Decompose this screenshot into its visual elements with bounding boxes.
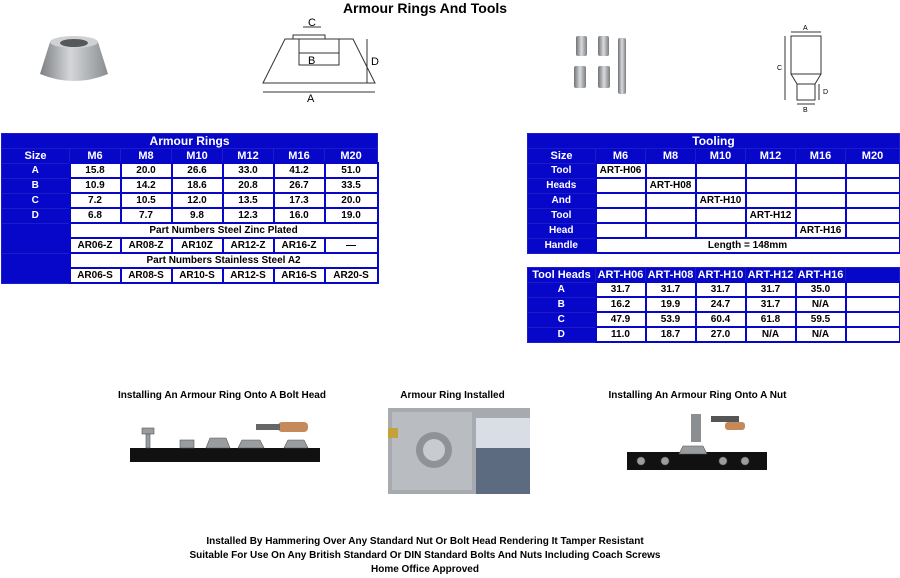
toolheads-col-h06: ART-H06 — [596, 268, 646, 283]
cell — [846, 178, 900, 193]
tooling-row — [528, 163, 900, 178]
cell — [596, 223, 646, 238]
cell — [846, 297, 900, 312]
rings-row-a — [2, 163, 378, 178]
tool-heads-table — [527, 267, 900, 343]
cell — [846, 223, 900, 238]
cell: 60.4 — [696, 312, 746, 327]
cell — [596, 178, 646, 193]
footer-line-3: Home Office Approved — [371, 564, 479, 575]
cell: 16.0 — [274, 208, 325, 223]
cell: 18.7 — [646, 327, 696, 342]
cell: 10.5 — [121, 193, 172, 208]
tooling-row — [528, 208, 900, 223]
cell: 61.8 — [746, 312, 796, 327]
rings-col-m8: M8 — [121, 149, 172, 164]
installed-heading: Armour Ring Installed — [400, 390, 505, 401]
toolheads-col-blank — [846, 268, 900, 283]
zinc-label-cell — [2, 223, 70, 253]
cell: N/A — [796, 327, 846, 342]
rings-row-c — [2, 193, 378, 208]
cell — [746, 163, 796, 178]
zinc-heading: Part Numbers Steel Zinc Plated — [70, 223, 378, 238]
cell — [796, 193, 846, 208]
cell: N/A — [796, 297, 846, 312]
tool-label-c: C — [777, 65, 783, 72]
cell: 10.9 — [70, 178, 121, 193]
cell: 24.7 — [696, 297, 746, 312]
cell: 33.0 — [223, 163, 274, 178]
part-number: — — [325, 238, 378, 253]
toolheads-col-label: Tool Heads — [528, 268, 596, 283]
cell: 16.2 — [596, 297, 646, 312]
cell — [846, 282, 900, 297]
cell: 15.8 — [70, 163, 121, 178]
tool-dimension-diagram — [775, 24, 835, 114]
tooling-col-size: Size — [528, 149, 596, 164]
cell: 41.2 — [274, 163, 325, 178]
cell — [646, 223, 696, 238]
part-number: AR16-S — [274, 268, 325, 283]
cell: ART-H06 — [596, 163, 646, 178]
cell: 31.7 — [746, 282, 796, 297]
row-label: C — [2, 193, 70, 208]
cell — [696, 178, 746, 193]
part-number: AR08-Z — [121, 238, 172, 253]
tooling-col-m12: M12 — [746, 149, 796, 164]
cell: 14.2 — [121, 178, 172, 193]
cell — [596, 193, 646, 208]
armour-ring-image — [38, 30, 110, 88]
cell — [846, 312, 900, 327]
part-number: AR12-S — [223, 268, 274, 283]
nut-install-illustration — [625, 408, 770, 478]
handle-row — [528, 238, 900, 253]
diagram-label-c: C — [308, 17, 316, 29]
cell: 26.6 — [172, 163, 223, 178]
cell: 47.9 — [596, 312, 646, 327]
cell — [646, 193, 696, 208]
rings-row-d — [2, 208, 378, 223]
cell — [846, 208, 900, 223]
cell: ART-H12 — [746, 208, 796, 223]
handle-label: Handle — [528, 238, 596, 253]
row-label: D — [528, 327, 596, 342]
cell: 59.5 — [796, 312, 846, 327]
tooling-col-m10: M10 — [696, 149, 746, 164]
tooling-row — [528, 193, 900, 208]
toolheads-col-h08: ART-H08 — [646, 268, 696, 283]
row-label: B — [528, 297, 596, 312]
part-number: AR06-Z — [70, 238, 121, 253]
cell — [746, 223, 796, 238]
cell: 31.7 — [646, 282, 696, 297]
tool-label-d: D — [823, 89, 829, 96]
tooling-table — [527, 133, 900, 254]
cell — [796, 163, 846, 178]
cell: 19.9 — [646, 297, 696, 312]
rings-col-m20: M20 — [325, 149, 378, 164]
cell: 19.0 — [325, 208, 378, 223]
cell: 18.6 — [172, 178, 223, 193]
bolt-head-heading: Installing An Armour Ring Onto A Bolt Head — [118, 390, 326, 401]
part-number: AR08-S — [121, 268, 172, 283]
tooling-col-m16: M16 — [796, 149, 846, 164]
ring-dimension-diagram — [255, 15, 385, 105]
tool-heads-image — [568, 30, 640, 100]
rings-col-m16: M16 — [274, 149, 325, 164]
cell: 7.7 — [121, 208, 172, 223]
cell: 31.7 — [596, 282, 646, 297]
part-number: AR16-Z — [274, 238, 325, 253]
toolheads-col-h12: ART-H12 — [746, 268, 796, 283]
toolheads-row-a — [528, 282, 900, 297]
cell — [846, 327, 900, 342]
cell — [596, 208, 646, 223]
cell: 17.3 — [274, 193, 325, 208]
cell: 31.7 — [746, 297, 796, 312]
cell: 53.9 — [646, 312, 696, 327]
cell: ART-H08 — [646, 178, 696, 193]
stainless-heading: Part Numbers Stainless Steel A2 — [70, 253, 378, 268]
page-title: Armour Rings And Tools — [342, 0, 508, 16]
cell: 33.5 — [325, 178, 378, 193]
toolheads-col-h16: ART-H16 — [796, 268, 846, 283]
row-label: D — [2, 208, 70, 223]
cell: 51.0 — [325, 163, 378, 178]
row-label: Head — [528, 223, 596, 238]
cell: 27.0 — [696, 327, 746, 342]
rings-caption: Armour Rings — [2, 134, 378, 149]
diagram-label-b: B — [308, 55, 316, 67]
nut-heading: Installing An Armour Ring Onto A Nut — [608, 390, 787, 401]
cell: ART-H10 — [696, 193, 746, 208]
cell — [646, 163, 696, 178]
toolheads-row-d — [528, 327, 900, 342]
cell — [646, 208, 696, 223]
tooling-caption: Tooling — [528, 134, 900, 149]
cell — [696, 208, 746, 223]
ring-installed-photo — [388, 408, 530, 494]
part-number: AR20-S — [325, 268, 378, 283]
tooling-col-m6: M6 — [596, 149, 646, 164]
tooling-row — [528, 223, 900, 238]
cell: 12.3 — [223, 208, 274, 223]
cell: 20.0 — [325, 193, 378, 208]
cell — [746, 178, 796, 193]
zinc-heading-row — [2, 223, 378, 238]
rings-col-size: Size — [2, 149, 70, 164]
toolheads-row-b — [528, 297, 900, 312]
cell — [796, 178, 846, 193]
row-label: Tool — [528, 163, 596, 178]
part-number: AR10-S — [172, 268, 223, 283]
part-number: AR12-Z — [223, 238, 274, 253]
cell: 7.2 — [70, 193, 121, 208]
part-number: AR10Z — [172, 238, 223, 253]
row-label: Heads — [528, 178, 596, 193]
row-label: And — [528, 193, 596, 208]
rings-row-b — [2, 178, 378, 193]
diagram-label-d: D — [371, 56, 379, 68]
cell: 6.8 — [70, 208, 121, 223]
toolheads-col-h10: ART-H10 — [696, 268, 746, 283]
cell — [696, 223, 746, 238]
rings-col-m6: M6 — [70, 149, 121, 164]
cell — [846, 193, 900, 208]
rings-col-m12: M12 — [223, 149, 274, 164]
stainless-heading-row — [2, 253, 378, 268]
cell: ART-H16 — [796, 223, 846, 238]
tool-label-a: A — [803, 25, 808, 32]
cell: 31.7 — [696, 282, 746, 297]
cell: 26.7 — [274, 178, 325, 193]
stainless-label-cell — [2, 253, 70, 283]
cell: 13.5 — [223, 193, 274, 208]
tool-label-b: B — [803, 107, 808, 114]
cell — [846, 163, 900, 178]
cell: 20.0 — [121, 163, 172, 178]
row-label: A — [2, 163, 70, 178]
cell: 11.0 — [596, 327, 646, 342]
row-label: C — [528, 312, 596, 327]
tooling-col-m20: M20 — [846, 149, 900, 164]
cell — [746, 193, 796, 208]
cell: N/A — [746, 327, 796, 342]
toolheads-row-c — [528, 312, 900, 327]
cell: 9.8 — [172, 208, 223, 223]
cell: 20.8 — [223, 178, 274, 193]
cell: 35.0 — [796, 282, 846, 297]
tooling-col-m8: M8 — [646, 149, 696, 164]
bolt-head-install-illustration — [128, 418, 323, 470]
footer-line-2: Suitable For Use On Any British Standard Or DIN Standard Bolts And Nuts Including Coach Screws — [189, 550, 661, 561]
diagram-label-a: A — [307, 93, 315, 105]
handle-length: Length = 148mm — [596, 238, 900, 253]
row-label: Tool — [528, 208, 596, 223]
cell — [696, 163, 746, 178]
tooling-row — [528, 178, 900, 193]
rings-col-m10: M10 — [172, 149, 223, 164]
cell: 12.0 — [172, 193, 223, 208]
row-label: A — [528, 282, 596, 297]
row-label: B — [2, 178, 70, 193]
part-number: AR06-S — [70, 268, 121, 283]
footer-line-1: Installed By Hammering Over Any Standard Nut Or Bolt Head Rendering It Tamper Resistant — [206, 536, 644, 547]
armour-rings-table — [1, 133, 379, 284]
cell — [796, 208, 846, 223]
